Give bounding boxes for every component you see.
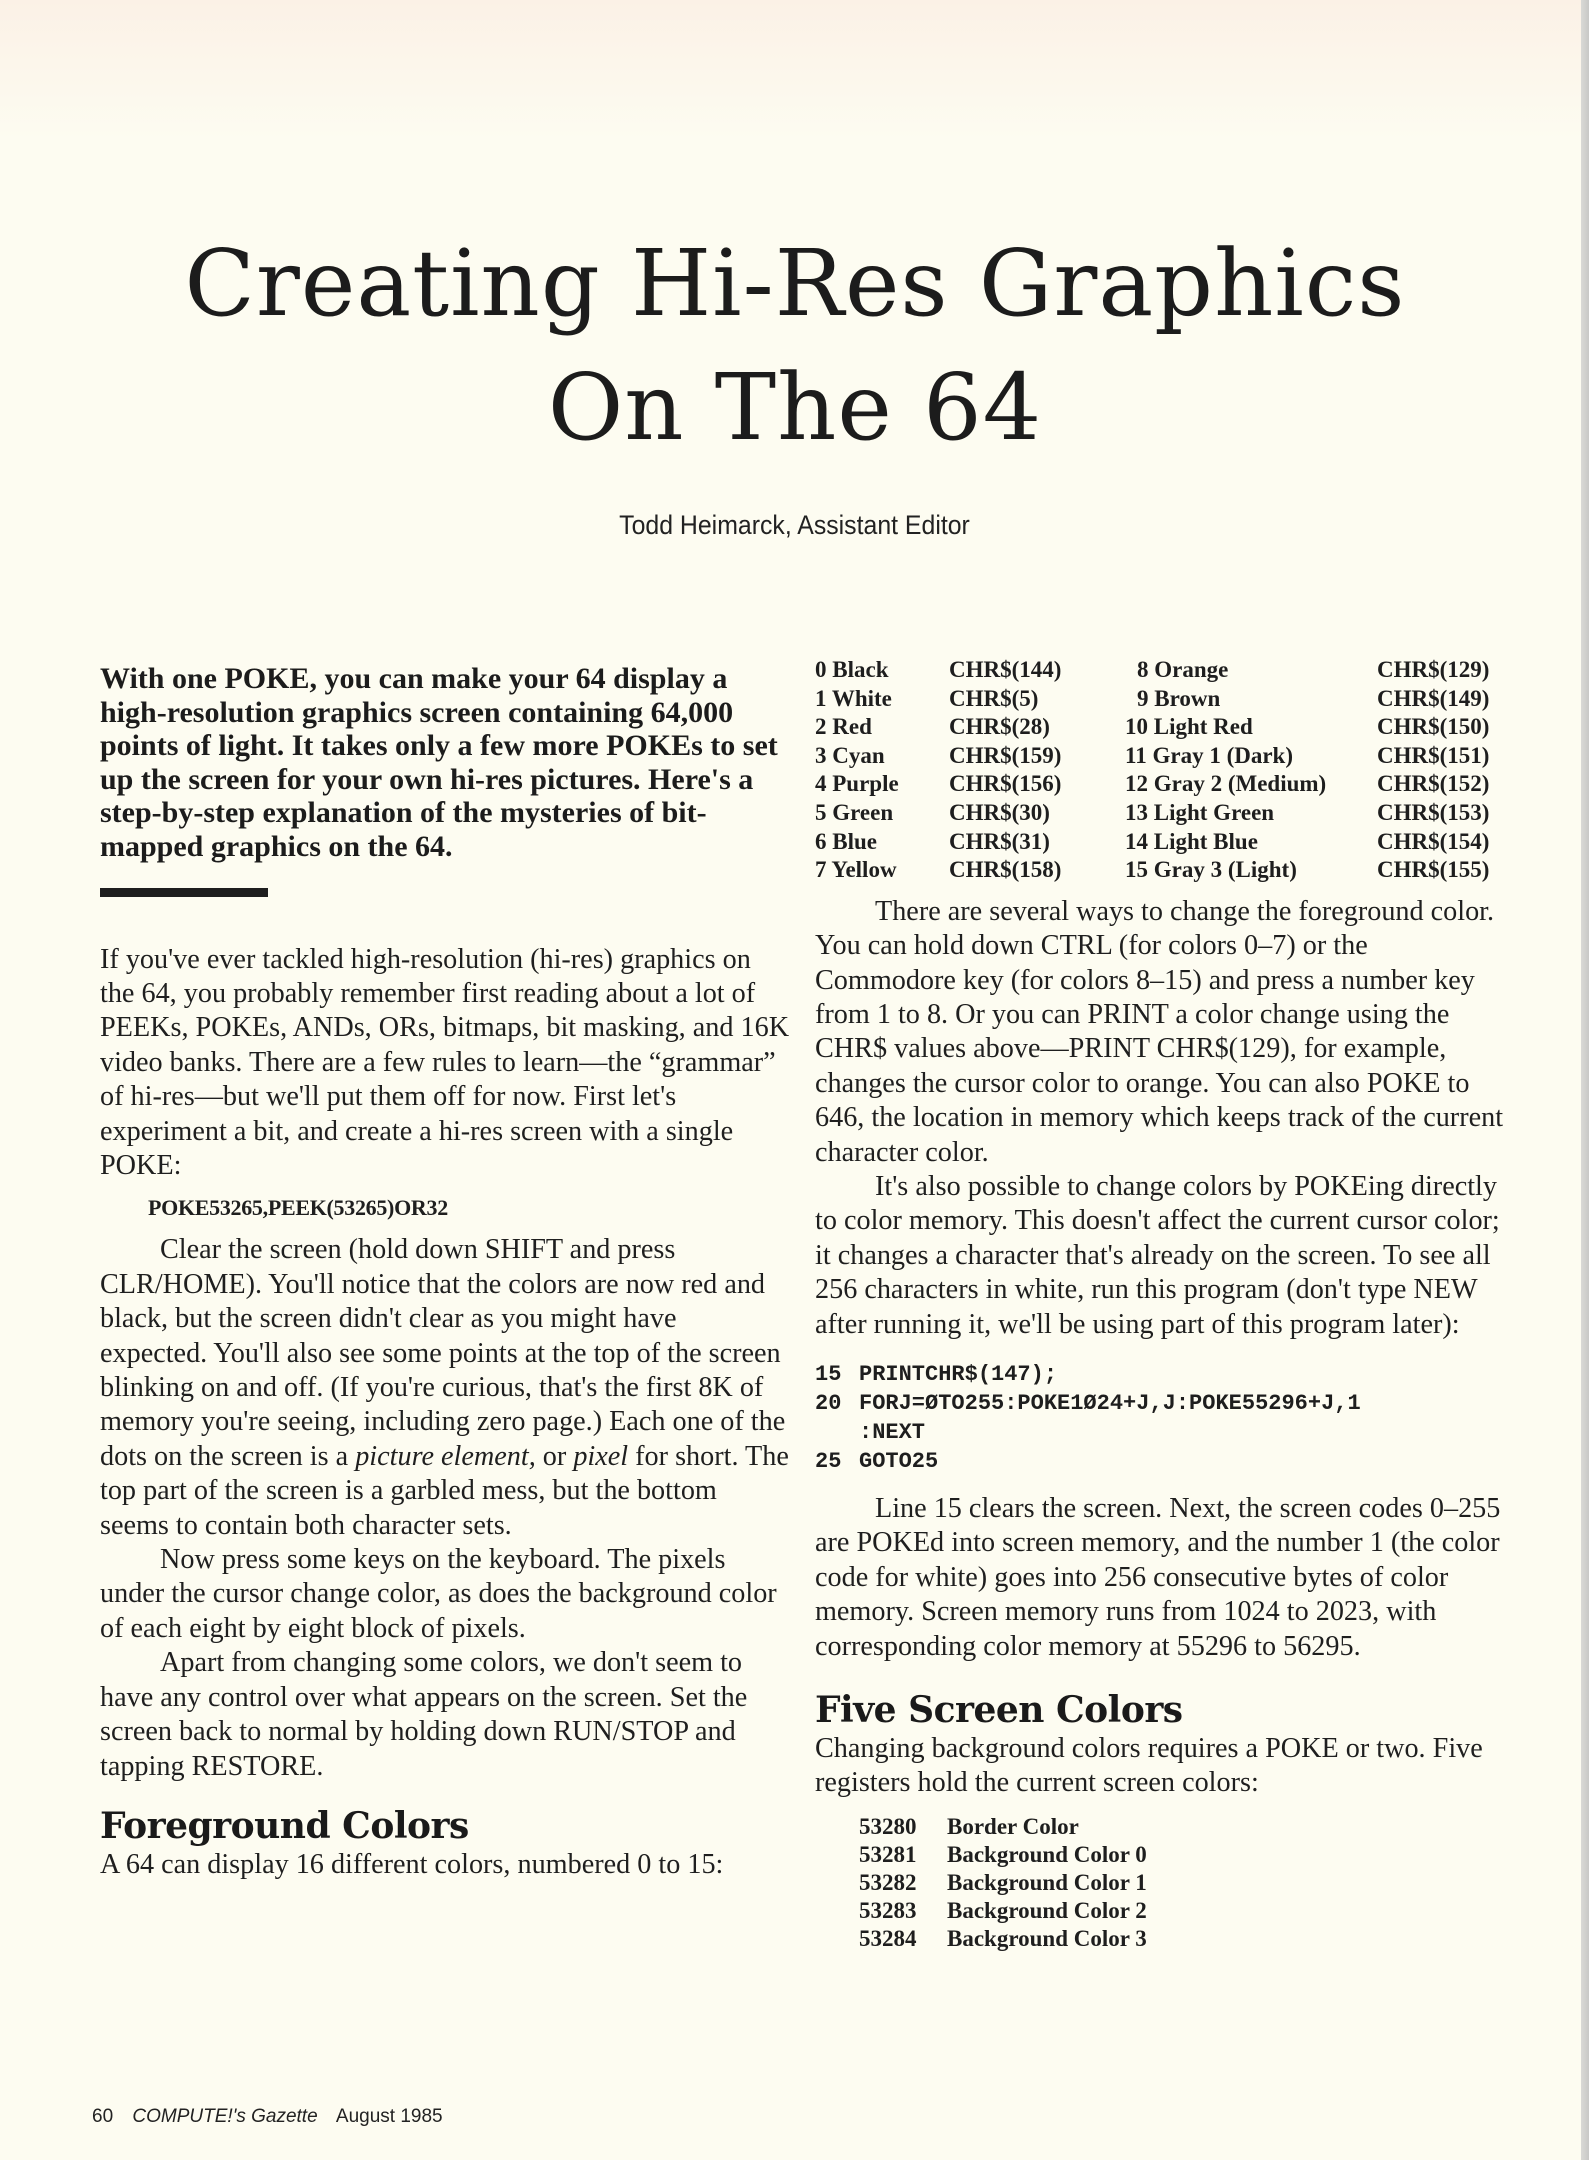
intro-blurb: With one POKE, you can make your 64 display a high-resolution graphics screen containing 64,000 points of light. It takes only a few more POKEs to set up the screen for your own hi-res pictures. Here's a step-by-step explanation of the mysteries of bit-mapped graphics on the 64. <box>100 662 778 863</box>
magazine-name: COMPUTE!'s Gazette <box>132 2106 318 2127</box>
color-chr: CHR$(154) <box>1377 828 1490 854</box>
right-body <box>815 895 1505 1342</box>
italic-term: pixel <box>573 1440 629 1472</box>
paragraph: Apart from changing some colors, we don't seem to have any control over what appears on the screen. Set the screen back to normal by holding down RUN/STOP and tapping RESTORE. <box>100 1647 748 1782</box>
poke-code: POKE53265,PEEK(53265)OR32 <box>148 1195 448 1221</box>
color-chr: CHR$(150) <box>1377 714 1490 740</box>
color-name: 6 Blue <box>815 828 877 854</box>
title-line-2: On The 64 <box>547 354 1043 461</box>
page-footer <box>92 2106 457 2128</box>
text-run: for short. The top part of the screen is a garbled mess, but the bottom seems to contain both character sets. <box>100 1440 789 1541</box>
page-number: 60 <box>92 2106 114 2127</box>
register-label: Background Color 0 <box>947 1841 1147 1867</box>
color-chr: CHR$(28) <box>949 714 1050 740</box>
register-address: 53282 <box>859 1869 917 1895</box>
color-chr: CHR$(152) <box>1377 771 1490 797</box>
page-edge <box>1581 0 1589 2160</box>
paper-tint <box>0 0 1589 140</box>
article-title <box>60 222 1530 470</box>
color-name: 10 Light Red <box>1125 714 1253 740</box>
code-text: PRINTCHR$(147); <box>859 1362 1058 1388</box>
section-heading-foreground-colors: Foreground Colors <box>100 1804 469 1847</box>
color-name: 4 Purple <box>815 771 899 797</box>
color-name: 9 Brown <box>1137 685 1221 711</box>
text-run: or <box>535 1440 574 1472</box>
line-number: 20 <box>815 1391 842 1417</box>
paragraph: A 64 can display 16 different colors, numbered 0 to 15: <box>100 1848 724 1880</box>
color-name: 5 Green <box>815 799 894 825</box>
paragraph: Now press some keys on the keyboard. The pixels under the cursor change color, as does the background color of each eight by eight block of pixels. <box>100 1544 777 1644</box>
code-line <box>815 1360 1505 1389</box>
color-name: 13 Light Green <box>1125 799 1275 825</box>
color-chr: CHR$(153) <box>1377 799 1490 825</box>
paragraph <box>100 1233 790 1543</box>
code-text: :NEXT <box>859 1420 926 1446</box>
code-line <box>815 1447 1505 1476</box>
line-number <box>815 1418 859 1447</box>
issue-date: August 1985 <box>335 2106 443 2127</box>
right-column <box>815 656 1505 1953</box>
divider-bar <box>100 888 268 897</box>
color-name: 0 Black <box>815 657 889 682</box>
register-label: Background Color 1 <box>947 1869 1147 1895</box>
register-address: 53284 <box>859 1925 917 1951</box>
left-body <box>100 943 790 1883</box>
color-name: 3 Cyan <box>815 742 885 768</box>
title-line-1: Creating Hi-Res Graphics <box>184 230 1406 337</box>
color-chr: CHR$(30) <box>949 799 1050 825</box>
color-chr: CHR$(5) <box>949 685 1039 711</box>
color-chr: CHR$(151) <box>1377 742 1490 768</box>
register-label: Border Color <box>947 1813 1079 1839</box>
color-name: 12 Gray 2 (Medium) <box>1125 771 1327 797</box>
color-chr: CHR$(144) <box>949 657 1062 682</box>
color-chr: CHR$(31) <box>949 828 1050 854</box>
section-heading-five-screen-colors: Five Screen Colors <box>815 1689 1183 1732</box>
code-line <box>815 1389 1505 1418</box>
color-name: 15 Gray 3 (Light) <box>1125 857 1297 883</box>
color-table <box>815 656 1505 885</box>
line-number: 15 <box>815 1362 842 1388</box>
line-number: 25 <box>815 1449 842 1475</box>
paragraph: If you've ever tackled high-resolution (hi-res) graphics on the 64, you probably remember first reading about a lot of PEEKs, POKEs, ANDs, ORs, bitmaps, bit masking, and 16K video banks. There are a few rules to learn—the “grammar” of hi-res—but we'll put them off for now. First let's experiment a bit, and create a hi-res screen with a single POKE: <box>100 943 790 1181</box>
code-text: GOTO25 <box>859 1449 939 1475</box>
register-table <box>859 1813 1505 1953</box>
register-label: Background Color 2 <box>947 1897 1147 1923</box>
color-chr: CHR$(158) <box>949 857 1062 883</box>
color-chr: CHR$(156) <box>949 771 1062 797</box>
basic-program-listing <box>815 1360 1505 1476</box>
color-name: 1 White <box>815 685 892 711</box>
code-line <box>815 1418 1505 1447</box>
italic-term: picture element, <box>355 1440 536 1472</box>
paragraph: There are several ways to change the foreground color. You can hold down CTRL (for colors 0–7) or the Commodore key (for colors 8–15) and press a number key from 1 to 8. Or you can PRINT a color change using the CHR$ values above—PRINT CHR$(129), for example, changes the cursor color to orange. You can also POKE to 646, the location in memory which keeps track of the current character color. <box>815 895 1504 1168</box>
color-name: 11 Gray 1 (Dark) <box>1125 742 1294 768</box>
paragraph: It's also possible to change colors by POKEing directly to color memory. This doesn't affect the current cursor color; it changes a character that's already on the screen. To see all 256 characters in white, run this program (don't type NEW after running it, we'll be using part of this program later): <box>815 1171 1500 1340</box>
register-address: 53281 <box>859 1841 917 1867</box>
register-label: Background Color 3 <box>947 1925 1147 1951</box>
left-column <box>100 662 790 1882</box>
color-chr: CHR$(155) <box>1377 857 1490 883</box>
paragraph: Line 15 clears the screen. Next, the screen codes 0–255 are POKEd into screen memory, and the number 1 (the color code for white) goes into 256 consecutive bytes of color memory. Screen memory runs from 1024 to 2023, with corresponding color memory at 55296 to 56295. <box>815 1493 1501 1662</box>
color-chr: CHR$(159) <box>949 742 1062 768</box>
color-chr: CHR$(149) <box>1377 685 1490 711</box>
color-name: 14 Light Blue <box>1125 828 1258 854</box>
paragraph: Changing background colors requires a POKE or two. Five registers hold the current screen colors: <box>815 1733 1483 1799</box>
color-name: 2 Red <box>815 714 872 740</box>
code-text: FORJ=ØTO255:POKE1Ø24+J,J:POKE55296+J,1 <box>859 1391 1361 1417</box>
text-run: Clear the screen (hold down SHIFT and press CLR/HOME). You'll notice that the colors are now red and black, but the screen didn't clear as you might have expected. You'll also see some points at the top of the screen blinking on and off. (If you're curious, that's the first 8K of memory you're seeing, including zero page.) Each one of the dots on the screen is a <box>100 1234 786 1472</box>
color-chr: CHR$(129) <box>1377 657 1490 682</box>
register-address: 53280 <box>859 1813 917 1839</box>
byline: Todd Heimarck, Assistant Editor <box>619 510 970 540</box>
right-body <box>815 1492 1505 1801</box>
color-name: 7 Yellow <box>815 857 897 883</box>
register-address: 53283 <box>859 1897 917 1923</box>
color-name: 8 Orange <box>1137 657 1229 682</box>
